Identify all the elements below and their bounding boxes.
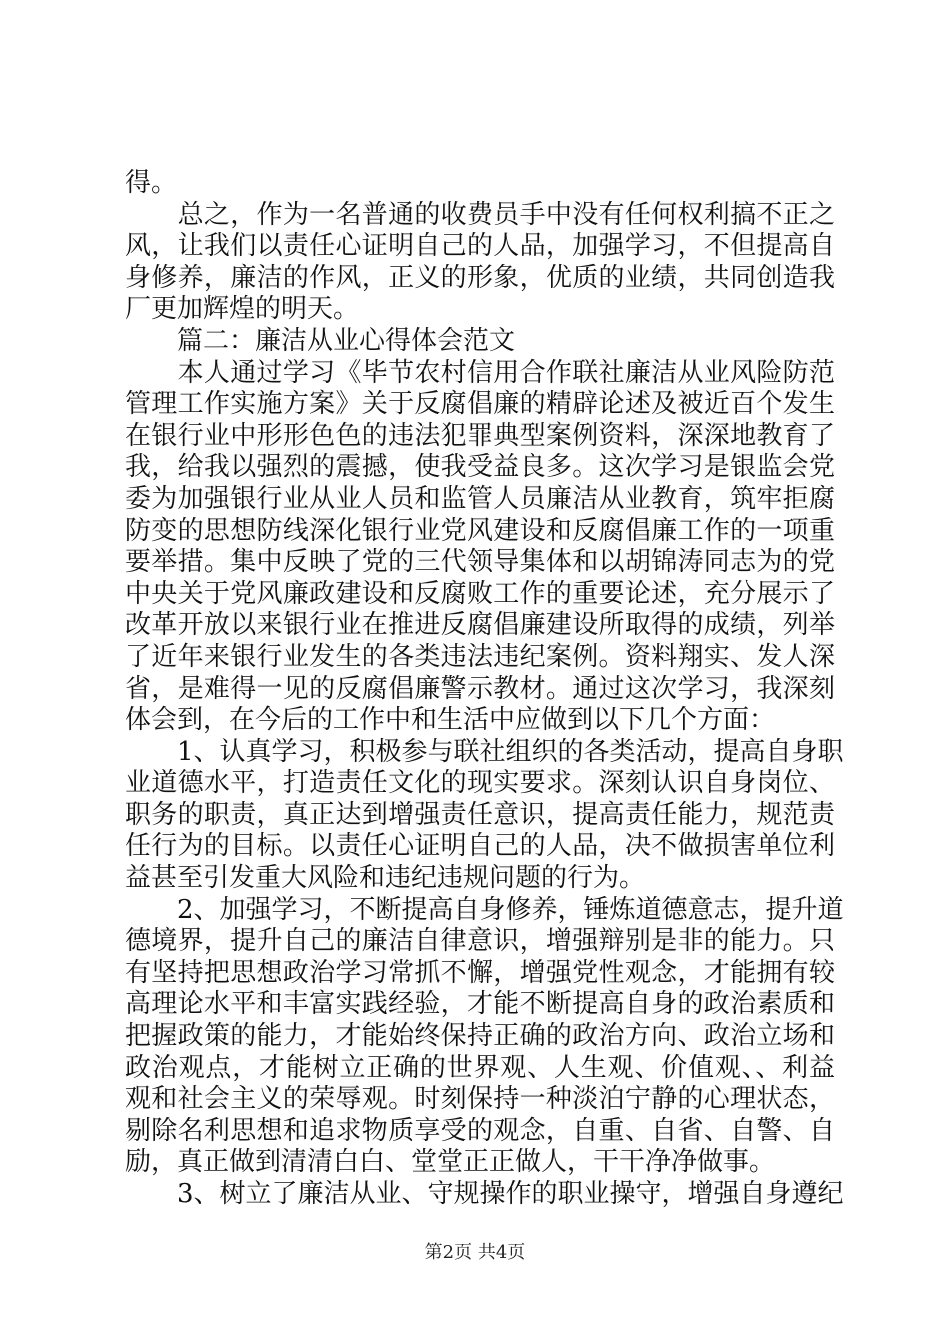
text-line: 要举措。集中反映了党的三代领导集体和以胡锦涛同志为的党 xyxy=(125,547,835,578)
text-line: 总之，作为一名普通的收费员手中没有任何权利搞不正之 xyxy=(125,199,835,230)
text-line: 管理工作实施方案》关于反腐倡廉的精辟论述及被近百个发生 xyxy=(125,389,835,420)
text-line: 1、认真学习，积极参与联社组织的各类活动，提高自身职 xyxy=(125,736,844,767)
text-line: 励，真正做到清清白白、堂堂正正做人，干干净净做事。 xyxy=(125,1147,776,1178)
text-line: 体会到，在今后的工作中和生活中应做到以下几个方面： xyxy=(125,705,776,736)
text-line: 我，给我以强烈的震撼，使我受益良多。这次学习是银监会党 xyxy=(125,452,835,483)
text-line: 风，让我们以责任心证明自己的人品，加强学习，不但提高自 xyxy=(125,231,835,262)
text-line: 身修养，廉洁的作风，正义的形象，优质的业绩，共同创造我 xyxy=(125,262,835,293)
text-line: 3、树立了廉洁从业、守规操作的职业操守，增强自身遵纪 xyxy=(125,1179,844,1209)
text-line: 了近年来银行业发生的各类违法违纪案例。资料翔实、发人深 xyxy=(125,641,835,672)
text-line: 在银行业中形形色色的违法犯罪典型案例资料，深深地教育了 xyxy=(125,420,835,451)
document-body xyxy=(125,168,844,1211)
text-line: 改革开放以来银行业在推进反腐倡廉建设所取得的成绩，列举 xyxy=(125,610,835,641)
text-line: 省，是难得一见的反腐倡廉警示教材。通过这次学习，我深刻 xyxy=(125,673,835,704)
text-line: 有坚持把思想政治学习常抓不懈，增强党性观念，才能拥有较 xyxy=(125,957,835,988)
text-line: 观和社会主义的荣辱观。时刻保持一种淡泊宁静的心理状态， xyxy=(125,1084,835,1115)
text-line: 益甚至引发重大风险和违纪违规问题的行为。 xyxy=(125,863,646,894)
text-line: 篇二：廉洁从业心得体会范文 xyxy=(125,325,516,356)
text-line: 中央关于党风廉政建设和反腐败工作的重要论述，充分展示了 xyxy=(125,578,835,609)
text-line: 任行为的目标。以责任心证明自己的人品，决不做损害单位利 xyxy=(125,831,835,862)
text-line: 高理论水平和丰富实践经验，才能不断提高自身的政治素质和 xyxy=(125,989,835,1020)
text-line: 业道德水平，打造责任文化的现实要求。深刻认识自身岗位、 xyxy=(125,768,835,799)
text-line: 委为加强银行业从业人员和监管人员廉洁从业教育，筑牢拒腐 xyxy=(125,483,835,514)
text-line: 政治观点，才能树立正确的世界观、人生观、价值观、、利益 xyxy=(125,1052,835,1083)
text-line: 本人通过学习《毕节农村信用合作联社廉洁从业风险防范 xyxy=(125,357,835,388)
page-footer: 第2页 共4页 xyxy=(424,1242,526,1263)
text-line: 2、加强学习，不断提高自身修养，锤炼道德意志，提升道 xyxy=(125,894,844,925)
text-line: 把握政策的能力，才能始终保持正确的政治方向、政治立场和 xyxy=(125,1021,835,1052)
text-line: 防变的思想防线深化银行业党风建设和反腐倡廉工作的一项重 xyxy=(125,515,835,546)
text-line: 剔除名利思想和追求物质享受的观念，自重、自省、自警、自 xyxy=(125,1115,835,1146)
text-line: 职务的职责，真正达到增强责任意识，提高责任能力，规范责 xyxy=(125,799,835,830)
text-line: 得。 xyxy=(125,168,178,198)
text-line: 德境界，提升自己的廉洁自律意识，增强辩别是非的能力。只 xyxy=(125,926,835,957)
text-line: 厂更加辉煌的明天。 xyxy=(125,294,360,325)
